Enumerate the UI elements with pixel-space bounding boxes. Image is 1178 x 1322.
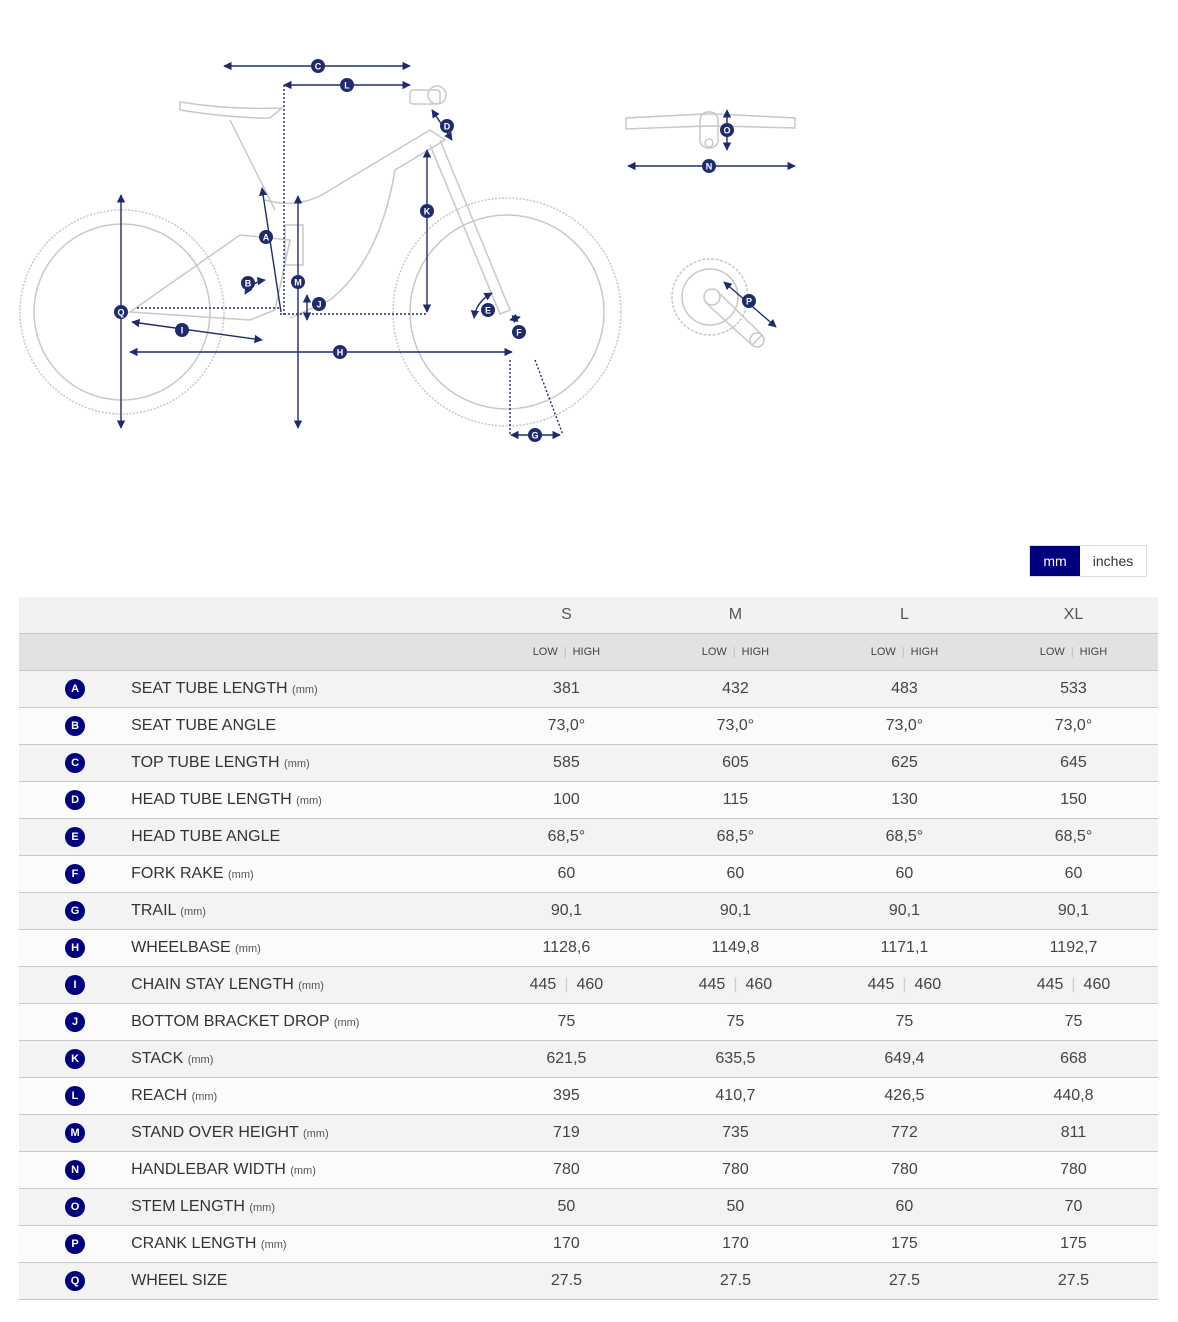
dimension-value: 73,0° — [820, 708, 989, 745]
size-header: M — [651, 597, 820, 634]
table-row — [19, 782, 1158, 819]
svg-text:F: F — [516, 327, 522, 338]
dimension-value: 90,1 — [651, 893, 820, 930]
dimension-value: 60 — [989, 856, 1158, 893]
badge-m — [291, 275, 305, 289]
table-row — [19, 893, 1158, 930]
dimension-value: 50 — [651, 1189, 820, 1226]
geometry-table — [19, 597, 1158, 1300]
badge-p — [742, 294, 756, 308]
badge-a — [259, 230, 273, 244]
dimension-name: HEAD TUBE ANGLE — [131, 828, 281, 845]
dimension-badge: A — [65, 679, 85, 699]
dimension-unit: (mm) — [333, 1017, 360, 1029]
dimension-value: 68,5° — [651, 819, 820, 856]
dimension-value: 115 — [651, 782, 820, 819]
dimension-badge: H — [65, 938, 85, 958]
badge-j — [312, 297, 326, 311]
badge-e — [481, 303, 495, 317]
svg-text:I: I — [180, 325, 184, 336]
badge-h — [333, 345, 347, 359]
dimension-name: SEAT TUBE ANGLE — [131, 717, 277, 734]
dimension-badge: G — [65, 901, 85, 921]
dimension-unit: (mm) — [228, 869, 254, 881]
dimension-value: 75 — [820, 1004, 989, 1041]
dimension-value: 432 — [651, 671, 820, 708]
table-row — [19, 856, 1158, 893]
dimension-badge: Q — [65, 1271, 85, 1291]
svg-text:L: L — [344, 80, 350, 91]
badge-k — [420, 204, 434, 218]
dimension-name: CHAIN STAY LENGTH — [131, 976, 294, 993]
dimension-badge: I — [65, 975, 85, 995]
dimension-name: STEM LENGTH — [131, 1198, 245, 1215]
dimension-value: 175 — [820, 1226, 989, 1263]
svg-text:P: P — [745, 296, 753, 307]
dimension-name: SEAT TUBE LENGTH — [131, 680, 288, 697]
dimension-unit: (mm) — [298, 980, 324, 992]
dimension-value: 780 — [820, 1152, 989, 1189]
dimension-value: 585 — [482, 745, 651, 782]
dimension-value: 426,5 — [820, 1078, 989, 1115]
dimension-badge: L — [65, 1086, 85, 1106]
svg-text:D: D — [443, 121, 451, 132]
dimension-value: 445 | 460 — [820, 967, 989, 1004]
dimension-value: 70 — [989, 1189, 1158, 1226]
dimension-value: 605 — [651, 745, 820, 782]
dimension-value: 75 — [989, 1004, 1158, 1041]
dimension-value: 73,0° — [482, 708, 651, 745]
bike-geometry-diagram — [0, 0, 1178, 480]
size-header: S — [482, 597, 651, 634]
dimension-value: 483 — [820, 671, 989, 708]
table-row — [19, 671, 1158, 708]
badge-g — [528, 428, 542, 442]
dimension-value: 395 — [482, 1078, 651, 1115]
dimension-value: 635,5 — [651, 1041, 820, 1078]
dimension-unit: (mm) — [249, 1202, 275, 1214]
unit-toggle — [1029, 545, 1147, 577]
table-row — [19, 1189, 1158, 1226]
table-row — [19, 1078, 1158, 1115]
dimension-badge: D — [65, 790, 85, 810]
table-row — [19, 1115, 1158, 1152]
dimension-name: HANDLEBAR WIDTH — [131, 1161, 286, 1178]
dimension-value: 60 — [820, 856, 989, 893]
dimension-value: 780 — [651, 1152, 820, 1189]
dimension-name: WHEELBASE — [131, 939, 231, 956]
size-header: XL — [989, 597, 1158, 634]
dimension-name: STACK — [131, 1050, 184, 1067]
svg-text:A: A — [262, 232, 270, 243]
dimension-value: 780 — [482, 1152, 651, 1189]
dimension-value: 645 — [989, 745, 1158, 782]
dimension-value: 27.5 — [482, 1263, 651, 1300]
badge-n — [702, 159, 716, 173]
dimension-badge: P — [65, 1234, 85, 1254]
low-high-label: LOW | HIGH — [482, 634, 651, 671]
dimension-lines — [121, 66, 795, 435]
table-row — [19, 708, 1158, 745]
dimension-value: 27.5 — [989, 1263, 1158, 1300]
svg-text:H: H — [336, 347, 344, 358]
badge-d — [440, 119, 454, 133]
badge-i — [175, 323, 189, 337]
dimension-name: TOP TUBE LENGTH — [131, 754, 280, 771]
dimension-value: 170 — [651, 1226, 820, 1263]
svg-text:E: E — [484, 305, 492, 316]
dimension-value: 440,8 — [989, 1078, 1158, 1115]
dimension-name: BOTTOM BRACKET DROP — [131, 1013, 330, 1030]
dimension-unit: (mm) — [191, 1091, 218, 1103]
dimension-value: 27.5 — [651, 1263, 820, 1300]
dimension-value: 445 | 460 — [989, 967, 1158, 1004]
dimension-value: 100 — [482, 782, 651, 819]
dimension-value: 1192,7 — [989, 930, 1158, 967]
dimension-badge: M — [65, 1123, 85, 1143]
svg-text:K: K — [423, 206, 431, 217]
dimension-value: 1128,6 — [482, 930, 651, 967]
geometry-table-body — [19, 671, 1158, 1300]
low-high-label: LOW | HIGH — [651, 634, 820, 671]
dimension-unit: (mm) — [187, 1054, 214, 1066]
table-row — [19, 745, 1158, 782]
dimension-name: CRANK LENGTH — [131, 1235, 257, 1252]
dimension-value: 60 — [482, 856, 651, 893]
table-row — [19, 1004, 1158, 1041]
dimension-value: 73,0° — [651, 708, 820, 745]
badge-l — [340, 78, 354, 92]
svg-text:Q: Q — [117, 307, 125, 318]
svg-text:G: G — [531, 430, 539, 441]
dimension-value: 625 — [820, 745, 989, 782]
badge-f — [512, 325, 526, 339]
dimension-value: 68,5° — [482, 819, 651, 856]
table-row — [19, 1226, 1158, 1263]
badge-q — [114, 305, 128, 319]
dimension-value: 50 — [482, 1189, 651, 1226]
table-row — [19, 1041, 1158, 1078]
dimension-name: FORK RAKE — [131, 865, 224, 882]
dimension-value: 719 — [482, 1115, 651, 1152]
badge-c — [311, 59, 325, 73]
table-row — [19, 1263, 1158, 1300]
dimension-unit: (mm) — [302, 1128, 329, 1140]
size-header-row — [19, 597, 1158, 634]
svg-text:O: O — [723, 125, 731, 136]
dimension-value: 621,5 — [482, 1041, 651, 1078]
unit-inches-button[interactable]: inches — [1080, 546, 1146, 576]
table-row — [19, 819, 1158, 856]
table-row — [19, 1152, 1158, 1189]
dimension-value: 533 — [989, 671, 1158, 708]
dimension-badge: N — [65, 1160, 85, 1180]
table-row — [19, 930, 1158, 967]
dimension-value: 90,1 — [482, 893, 651, 930]
unit-mm-button[interactable]: mm — [1030, 546, 1080, 576]
dimension-badge: J — [65, 1012, 85, 1032]
dimension-badge: F — [65, 864, 85, 884]
dimension-unit: (mm) — [292, 684, 318, 696]
dimension-value: 780 — [989, 1152, 1158, 1189]
svg-text:J: J — [316, 299, 322, 310]
low-high-header-row — [19, 634, 1158, 671]
dimension-value: 668 — [989, 1041, 1158, 1078]
size-header: L — [820, 597, 989, 634]
dimension-value: 1149,8 — [651, 930, 820, 967]
svg-text:C: C — [314, 61, 322, 72]
dimension-value: 175 — [989, 1226, 1158, 1263]
dimension-value: 75 — [482, 1004, 651, 1041]
badge-o — [720, 123, 734, 137]
svg-text:N: N — [705, 161, 713, 172]
dimension-name: REACH — [131, 1087, 188, 1104]
dimension-value: 772 — [820, 1115, 989, 1152]
dimension-value: 445 | 460 — [651, 967, 820, 1004]
dimension-value: 68,5° — [820, 819, 989, 856]
dimension-value: 60 — [820, 1189, 989, 1226]
dimension-unit: (mm) — [290, 1165, 316, 1177]
dimension-name: WHEEL SIZE — [131, 1272, 228, 1289]
dimension-unit: (mm) — [260, 1239, 287, 1251]
dimension-unit: (mm) — [180, 906, 206, 918]
badge-b — [241, 276, 255, 290]
dimension-name: TRAIL — [131, 902, 176, 919]
dimension-value: 90,1 — [989, 893, 1158, 930]
dimension-badge: E — [65, 827, 85, 847]
dimension-value: 90,1 — [820, 893, 989, 930]
dimension-value: 27.5 — [820, 1263, 989, 1300]
dimension-value: 649,4 — [820, 1041, 989, 1078]
dimension-badge: O — [65, 1197, 85, 1217]
dimension-value: 811 — [989, 1115, 1158, 1152]
dimension-value: 75 — [651, 1004, 820, 1041]
low-high-label: LOW | HIGH — [989, 634, 1158, 671]
dimension-value: 1171,1 — [820, 930, 989, 967]
dimension-unit: (mm) — [296, 795, 322, 807]
dimension-value: 150 — [989, 782, 1158, 819]
dimension-value: 60 — [651, 856, 820, 893]
dimension-name: STAND OVER HEIGHT — [131, 1124, 299, 1141]
svg-text:M: M — [294, 277, 302, 288]
dimension-badge: B — [65, 716, 85, 736]
dimension-value: 381 — [482, 671, 651, 708]
dimension-value: 170 — [482, 1226, 651, 1263]
svg-text:B: B — [244, 278, 252, 289]
dimension-value: 68,5° — [989, 819, 1158, 856]
bike-outline — [20, 86, 795, 426]
low-high-label: LOW | HIGH — [820, 634, 989, 671]
dimension-name: HEAD TUBE LENGTH — [131, 791, 292, 808]
dimension-value: 73,0° — [989, 708, 1158, 745]
dimension-unit: (mm) — [284, 758, 310, 770]
dimension-badge: K — [65, 1049, 85, 1069]
dimension-value: 130 — [820, 782, 989, 819]
dimension-value: 445 | 460 — [482, 967, 651, 1004]
dimension-badge: C — [65, 753, 85, 773]
dimension-value: 410,7 — [651, 1078, 820, 1115]
dimension-unit: (mm) — [235, 943, 261, 955]
table-row — [19, 967, 1158, 1004]
dimension-value: 735 — [651, 1115, 820, 1152]
